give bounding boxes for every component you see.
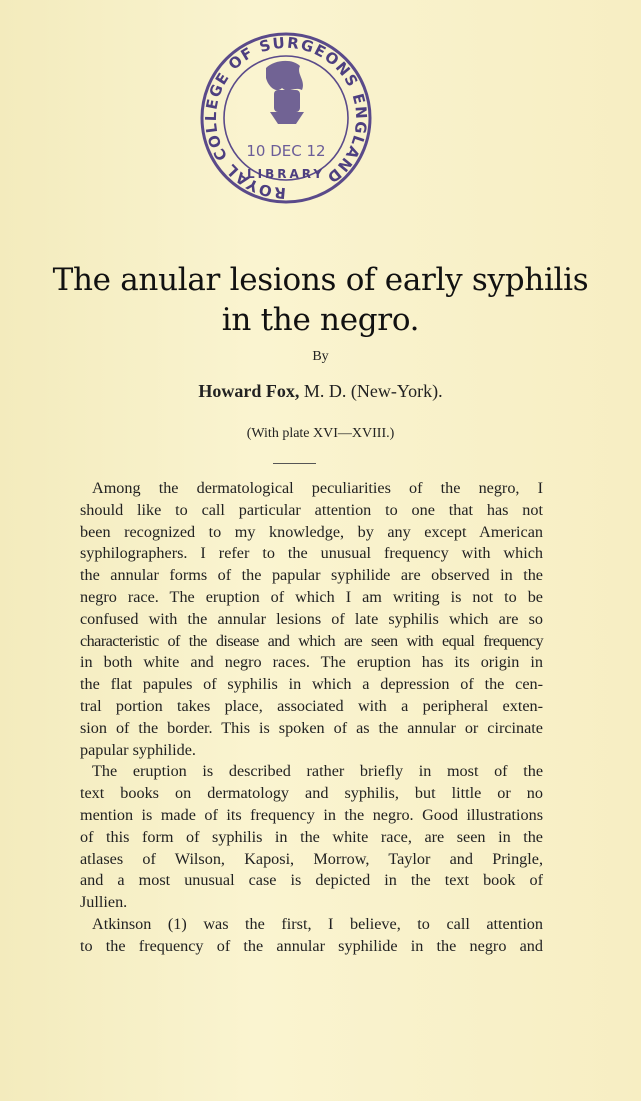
body-line: tral portion takes place, associated with a peripheral exten- (80, 696, 543, 715)
body-line: been recognized to my knowledge, by any except American (80, 522, 543, 541)
stamp-bottom-text: LIBRARY (246, 167, 326, 181)
body-line: text books on dermatology and syphilis, but little or no (80, 784, 543, 803)
body-line: Jullien. (80, 893, 128, 912)
body-line: sion of the border. This is spoken of as the annular or circinate (80, 718, 543, 737)
article-body (80, 478, 543, 958)
section-divider (273, 463, 316, 464)
library-stamp (196, 28, 376, 213)
body-line: Among the dermatological peculiarities of the negro, I (92, 479, 543, 497)
body-line: of this form of syphilis in the white race, are seen in the (80, 827, 543, 846)
body-line: syphilographers. I refer to the unusual frequency with which (80, 544, 543, 563)
body-line: the annular forms of the papular syphilide are observed in the (80, 566, 543, 585)
body-line: characteristic of the disease and which are seen with equal frequency (80, 631, 543, 650)
body-line: in both white and negro races. The eruption has its origin in (80, 653, 543, 672)
plate-note: (With plate XVI—XVIII.) (246, 426, 395, 441)
byline-label: By (312, 349, 329, 364)
stamp-ring-text: ROYAL COLLEGE OF SURGEONS ENGLAND (201, 33, 371, 203)
body-line: and a most unusual case is depicted in the text book of (80, 871, 543, 890)
author-line (0, 381, 641, 402)
body-line: confused with the annular lesions of late syphilis which are so (80, 609, 543, 628)
body-line: The eruption is described rather briefly in most of the (92, 762, 543, 781)
article-title-line-2: in the negro. (221, 302, 420, 338)
body-line: mention is made of its frequency in the negro. Good illustrations (80, 805, 543, 824)
article-title-line-1: The anular lesions of early syphilis (52, 262, 589, 298)
author-credentials: M. D. (New-York). (303, 381, 443, 401)
stamp-date: 10 DEC 12 (246, 142, 326, 160)
body-line: negro race. The eruption of which I am writing is not to be (80, 587, 543, 606)
crest-icon (266, 61, 304, 124)
body-line: should like to call particular attention to one that has not (80, 500, 543, 519)
body-line: papular syphilide. (80, 740, 196, 759)
body-line: Atkinson (1) was the first, I believe, to call attention (92, 914, 543, 933)
body-line: to the frequency of the annular syphilide in the negro and (80, 936, 543, 955)
body-line: the flat papules of syphilis in which a depression of the cen- (80, 675, 543, 694)
author-name: Howard Fox, (198, 381, 300, 401)
body-line: atlases of Wilson, Kaposi, Morrow, Taylor and Pringle, (80, 849, 543, 868)
